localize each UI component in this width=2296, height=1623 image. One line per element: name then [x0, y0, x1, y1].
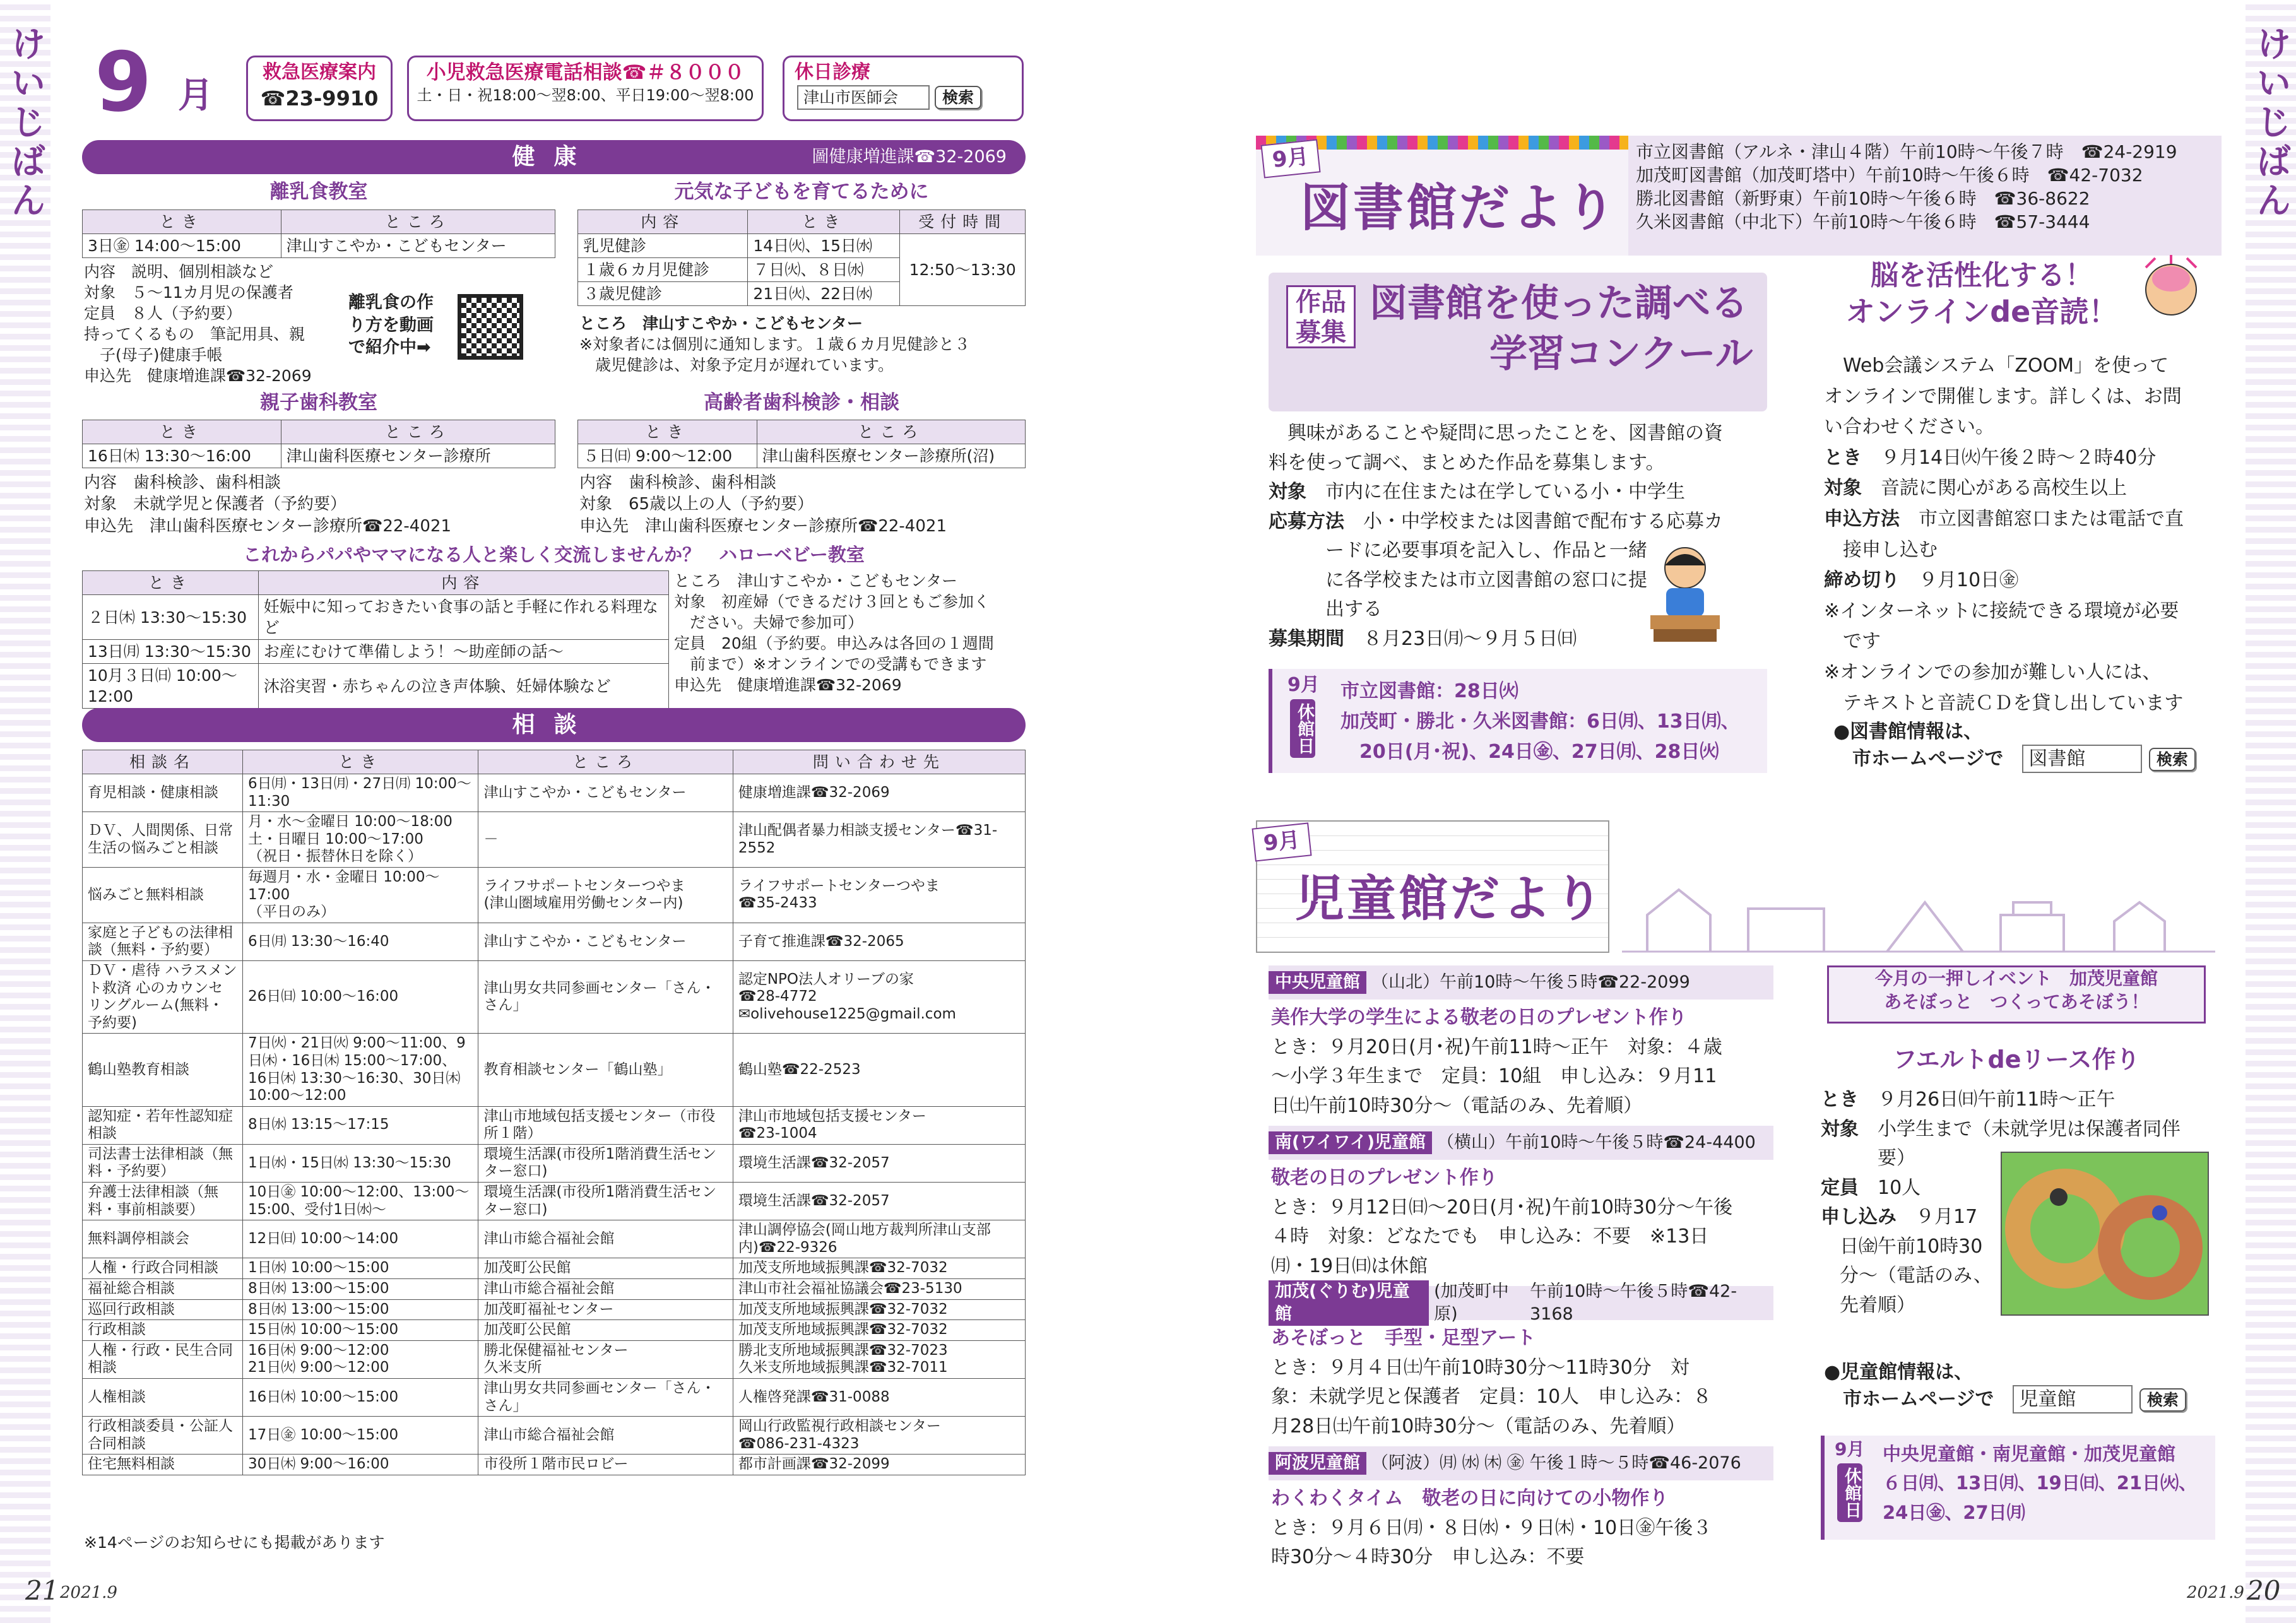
- consult-cell: 津山男女共同参画センター「さん・さん」: [478, 1379, 733, 1417]
- consult-cell: 弁護士法律相談（無料・事前相談要）: [83, 1183, 243, 1220]
- library-branches: 市立図書館（アルネ・津山４階）午前10時～午後７時 ☎24-2919 加茂町図書館（加茂町塔中）午前10時～午後６時 ☎42-7032 勝北図書館（新野東）午前10時～午後６時 ☎36-8622 久米図書館（中北下）午前10時～午後６時 ☎57-3444: [1628, 136, 2222, 256]
- consult-cell: 6日㈪ 13:30～16:40: [242, 923, 478, 960]
- left-page-date: 2021.9: [60, 1583, 117, 1602]
- consult-bar: [82, 708, 1026, 742]
- consult-row: [83, 1183, 1026, 1220]
- consult-cell: 津山男女共同参画センター「さん・さん」: [478, 960, 733, 1033]
- consult-cell: 岡山行政監視行政相談センター ☎086-231-4323: [733, 1417, 1025, 1455]
- student-illustration: [1647, 543, 1723, 644]
- right-page-number: 20: [2247, 1575, 2281, 1606]
- consult-cell: 8日㈬ 13:00～15:00: [242, 1299, 478, 1320]
- right-side-strip: [2246, 0, 2296, 1623]
- consult-cell: 津山市地域包括支援センター ☎23-1004: [733, 1106, 1025, 1144]
- child-emergency-box: [407, 56, 764, 121]
- library-month: 9月: [1260, 139, 1320, 178]
- genki-table: 内容 とき 受付時間 乳児健診 14日㈫、15日㈬ 12:50～13:30 １歳６カ月児健診 ７日㈫、８日㈬ ３歳児健診 21日㈫、22日㈬: [577, 210, 1026, 306]
- wreath-photo: [2001, 1152, 2209, 1316]
- event-title: フエルトdeリース作り: [1893, 1046, 2140, 1073]
- center-bar: 中央児童館 （山北） 午前10時～午後５時☎22-2099: [1269, 965, 1773, 1000]
- consult-cell: 16日㈭ 9:00～12:00 21日㈫ 9:00～12:00: [242, 1340, 478, 1378]
- consult-row: [83, 1144, 1026, 1182]
- consult-row: [83, 1455, 1026, 1475]
- consult-row: [83, 1279, 1026, 1300]
- consult-cell: 加茂町福祉センター: [478, 1299, 733, 1320]
- emergency-title: 救急医療案内: [263, 61, 376, 83]
- child-closed-box: 9月 休館日 中央児童館・南児童館・加茂児童館 ６日㈪、13日㈪、19日㈰、21日㈫、 24日㊎、27日㈪: [1821, 1436, 2215, 1540]
- lib-closed-tag: 休館日: [1290, 699, 1315, 758]
- left-page-number: 21: [25, 1575, 59, 1606]
- consult-cell: 人権・行政・民生合同相談: [83, 1340, 243, 1378]
- child-emergency-hours: 土・日・祝18:00～翌8:00、平日19:00～翌8:00: [417, 86, 754, 104]
- consult-cell: 無料調停相談会: [83, 1220, 243, 1258]
- dental-table: とき ところ 16日㈭ 13:30～16:00 津山歯科医療センター診療所: [82, 420, 555, 468]
- library-search-input[interactable]: 図書館: [2022, 745, 2142, 774]
- qr-code[interactable]: [458, 294, 523, 360]
- consult-cell: 教育相談センター「鶴山塾」: [478, 1034, 733, 1106]
- consult-cell: 勝北保健福祉センター 久米支所: [478, 1340, 733, 1378]
- child-emergency-title: 小児救急医療電話相談☎＃８０００: [426, 61, 745, 84]
- children-header: [1256, 820, 1609, 953]
- consult-cell: 認定NPO法人オリーブの家 ☎28-4772 ✉olivehouse1225@gmail.com: [733, 960, 1025, 1033]
- consult-cell: 8日㈬ 13:00～15:00: [242, 1279, 478, 1300]
- emergency-tel: ☎23-9910: [260, 86, 379, 110]
- consult-cell: 1日㈬ 10:00～15:00: [242, 1258, 478, 1279]
- child-closed-list: 中央児童館・南児童館・加茂児童館 ６日㈪、13日㈪、19日㈰、21日㈫、 24日㊎、27日㈪: [1883, 1443, 2198, 1523]
- consult-cell: 津山市総合福祉会館: [478, 1417, 733, 1455]
- reading-title2: オンラインde音読！: [1845, 295, 2118, 329]
- contest-tag: 作品募集: [1286, 285, 1356, 348]
- consult-row: [83, 1417, 1026, 1455]
- brain-icon: [2139, 255, 2203, 324]
- baby-title: これからパパやママになる人と楽しく交流しませんか？ ハローベビー教室: [243, 544, 865, 565]
- consult-cell: 津山市社会福祉協議会☎23-5130: [733, 1279, 1025, 1300]
- reading-title1: 脳を活性化する！: [1871, 259, 2093, 292]
- consult-row: [83, 1320, 1026, 1341]
- center-bar: 南(ワイワイ)児童館 （横山） 午前10時～午後５時☎24-4400: [1269, 1126, 1773, 1160]
- center-bar: 阿波児童館 （阿波） ㈪ ㈬ ㈭ ㊎ 午後１時～５時☎46-2076: [1269, 1446, 1773, 1480]
- dental-title: 親子歯科教室: [260, 391, 377, 414]
- consult-cell: 津山配偶者暴力相談支援センター☎31-2552: [733, 812, 1025, 868]
- consult-row: [83, 1220, 1026, 1258]
- health-dept: 圖健康増進課☎32-2069: [812, 147, 1007, 167]
- consult-cell: ＤＶ・虐待 ハラスメント救済 心のカウンセリングルーム(無料・予約要): [83, 960, 243, 1033]
- consult-cell: 悩みごと無料相談: [83, 867, 243, 923]
- consult-cell: 17日㊎ 10:00～15:00: [242, 1417, 478, 1455]
- consult-footnote: ※14ページのお知らせにも掲載があります: [84, 1533, 385, 1552]
- elderly-title: 高齢者歯科検診・相談: [704, 391, 899, 414]
- contest-title1: 図書館を使った調べる: [1370, 281, 1748, 326]
- lib-closed-box: 9月 休館日 市立図書館：28日㈫ 加茂町・勝北・久米図書館：6日㈪、13日㈪、 20日(月･祝)、24日㊎、27日㈪、28日㈫: [1269, 669, 1767, 773]
- children-centers: 中央児童館 （山北） 午前10時～午後５時☎22-2099 美作大学の学生による敬老の日のプレゼント作り とき：９月20日(月･祝)午前11時～正午 対象：４歳 ～小学３年生まで 定員：10組 申し込み：９月11 日㈯午前10時30分～（電話のみ、先着順） 南(ワイワイ)児童館 （横山） 午前10時～午後５時☎24-4400 敬老の日のプレゼント作り とき：９月12日㈰～20日(月･祝)午前10時30分～午後 ４時 対象：どなたでも 申し込み：不要 ※13日 ㈪・19日㈰は休館 加茂(ぐりむ)児童館 (加茂町中原) 午前10時～午後５時☎42-3168 あそぼっと 手型・足型アート とき：９月４日㈯午前10時30分～11時30分 対 象：未就学児と保護者 定員：10人 申し込み：８ 月28日㈯午前10時30分～（電話のみ、先着順） 阿波児童館 （阿波） ㈪ ㈬ ㈭ ㊎ 午後１時～５時☎46-2076 わくわくタイム 敬老の日に向けての小物作り とき：９月６日㈪・８日㈬・９日㈭・10日㊎午後３ 時30分～４時30分 申し込み：不要: [1269, 965, 1773, 1573]
- consult-row: [83, 1379, 1026, 1417]
- left-side-strip: [0, 0, 50, 1623]
- month-suffix: 月: [178, 75, 213, 116]
- consult-cell: 津山調停協会(岡山地方裁判所津山支部内)☎22-9326: [733, 1220, 1025, 1258]
- consult-cell: 行政相談: [83, 1320, 243, 1341]
- consult-row: [83, 1258, 1026, 1279]
- children-title: 児童館だより: [1295, 871, 1606, 928]
- consult-cell: 勝北支所地域振興課☎32-7023 久米支所地域振興課☎32-7011: [733, 1340, 1025, 1378]
- consult-cell: 環境生活課(市役所1階消費生活センター窓口): [478, 1183, 733, 1220]
- consult-cell: 健康増進課☎32-2069: [733, 774, 1025, 812]
- consult-cell: 福祉総合相談: [83, 1279, 243, 1300]
- contest-banner: [1269, 273, 1767, 411]
- consult-cell: 認知症・若年性認知症相談: [83, 1106, 243, 1144]
- consult-cell: 津山市地域包括支援センター（市役所１階）: [478, 1106, 733, 1144]
- consult-row: [83, 1340, 1026, 1378]
- consult-cell: 加茂支所地域振興課☎32-7032: [733, 1258, 1025, 1279]
- consult-cell: 1日㈬・15日㈬ 13:30～15:30: [242, 1144, 478, 1182]
- consult-cell: 環境生活課☎32-2057: [733, 1144, 1025, 1182]
- consult-row: [83, 1106, 1026, 1144]
- consult-cell: －: [478, 812, 733, 868]
- consult-row: [83, 1299, 1026, 1320]
- consult-cell: 住宅無料相談: [83, 1455, 243, 1475]
- consult-cell: 16日㈭ 10:00～15:00: [242, 1379, 478, 1417]
- consult-cell: 津山市総合福祉会館: [478, 1220, 733, 1258]
- consult-cell: 市役所１階市民ロビー: [478, 1455, 733, 1475]
- consult-cell: 環境生活課(市役所1階消費生活センター窓口): [478, 1144, 733, 1182]
- genki-title: 元気な子どもを育てるために: [674, 180, 929, 203]
- consult-cell: 津山すこやか・こどもセンター: [478, 923, 733, 960]
- consult-cell: 司法書士法律相談（無料・予約要）: [83, 1144, 243, 1182]
- consult-cell: 毎週月・水・金曜日 10:00～17:00 （平日のみ）: [242, 867, 478, 923]
- rishoku-video-text: 離乳食の作 り方を動画 で紹介中➡: [348, 293, 434, 358]
- center-bar: 加茂(ぐりむ)児童館 (加茂町中原) 午前10時～午後５時☎42-3168: [1269, 1286, 1773, 1320]
- child-closed-tag: 休館日: [1837, 1463, 1862, 1522]
- consult-cell: 10日㊎ 10:00～12:00、13:00～15:00、受付1日㈬～: [242, 1183, 478, 1220]
- consult-table: 相談名 とき ところ 問い合わせ先 育児相談・健康相談 6日㈪・13日㈪・27日㈪ 10:00～11:30 津山すこやか・こどもセンター 健康増進課☎32-2069 ＤＶ、人間関係、日常生活の悩みごと相談 月・水～金曜日 10:00～18:00 土・日曜日 10:00～17:00 （祝日・振替休日を除く） － 津山配偶者暴力相談支援センター☎31-2552 悩みごと無料相談 毎週月・水・金曜日 10:00～17:00 （平日のみ） ライフサポートセンターつやま (津山圏域雇用労働センター内) ライフサポートセンターつやま ☎35-2433 家庭と子どもの法律相談（無料・予約要） 6日㈪ 13:30～16:40 津山すこやか・こどもセンター 子育て推進課☎32-2065 ＤＶ・虐待 ハラスメント救済 心のカウンセリングルーム(無料・予約要) 26日㈰ 10:00～16:00 津山男女共同参画センター「さん・さん」 認定NPO法人オリーブの家 ☎28-4772 ✉olivehouse1225@gmail.com 鶴山塾教育相談 7日㈫・21日㈫ 9:00～11:00、9日㈭・16日㈭ 15:00～17:00、16日㈭ 13:30～16:30、30日㈭ 10:00～12:00 教育相談センター「鶴山塾」 鶴山塾☎22-2523 認知症・若年性認知症相談 8日㈬ 13:15～17:15 津山市地域包括支援センター（市役所１階） 津山市地域包括支援センター ☎23-1004 司法書士法律相談（無料・予約要） 1日㈬・15日㈬ 13:30～15:30 環境生活課(市役所1階消費生活センター窓口) 環境生活課☎32-2057 弁護士法律相談（無料・事前相談要） 10日㊎ 10:00～12:00、13:00～15:00、受付1日㈬～ 環境生活課(市役所1階消費生活センター窓口) 環境生活課☎32-2057 無料調停相談会 12日㈰ 10:00～14:00 津山市総合福祉会館 津山調停協会(岡山地方裁判所津山支部内)☎22-9326 人権・行政合同相談 1日㈬ 10:00～15:00 加茂町公民館 加茂支所地域振興課☎32-7032 福祉総合相談 8日㈬ 13:00～15:00 津山市総合福祉会館 津山市社会福祉協議会☎23-5130 巡回行政相談 8日㈬ 13:00～15:00 加茂町福祉センター 加茂支所地域振興課☎32-7032 行政相談 15日㈬ 10:00～15:00 加茂町公民館 加茂支所地域振興課☎32-7032 人権・行政・民生合同相談 16日㈭ 9:00～12:00 21日㈫ 9:00～12:00 勝北保健福祉センター 久米支所 勝北支所地域振興課☎32-7023 久米支所地域振興課☎32-7011 人権相談 16日㈭ 10:00～15:00 津山男女共同参画センター「さん・さん」 人権啓発課☎31-0088 行政相談委員・公証人合同相談 17日㊎ 10:00～15:00 津山市総合福祉会館 岡山行政監視行政相談センター ☎086-231-4323 住宅無料相談 30日㈭ 9:00～16:00 市役所１階市民ロビー 都市計画課☎32-2099: [82, 750, 1026, 1475]
- baby-table: とき 内容 ２日㈭ 13:30～15:30 妊娠中に知っておきたい食事の話と手軽に作れる料理など 13日㈪ 13:30～15:30 お産にむけて準備しよう！～助産師の話～ 10月３日㈰ 10:00～12:00 沐浴実習・赤ちゃんの泣き声体験、妊婦体験など: [82, 570, 669, 709]
- consult-cell: ライフサポートセンターつやま (津山圏域雇用労働センター内): [478, 867, 733, 923]
- holiday-box: [783, 56, 1024, 121]
- consult-cell: 行政相談委員・公証人合同相談: [83, 1417, 243, 1455]
- consult-cell: ＤＶ、人間関係、日常生活の悩みごと相談: [83, 812, 243, 868]
- emergency-box: [246, 56, 393, 121]
- consult-row: [83, 867, 1026, 923]
- consult-cell: ライフサポートセンターつやま ☎35-2433: [733, 867, 1025, 923]
- rishoku-title: 離乳食教室: [269, 180, 368, 203]
- children-search-input[interactable]: 児童館: [2013, 1385, 2133, 1414]
- consult-cell: 子育て推進課☎32-2065: [733, 923, 1025, 960]
- consult-row: [83, 812, 1026, 868]
- consult-cell: 鶴山塾教育相談: [83, 1034, 243, 1106]
- rishoku-details: 内容 説明、個別相談など 対象 ５～11カ月児の保護者 定員 ８人（予約要） 持ってくるもの 筆記用具、親 子(母子)健康手帳 申込先 健康増進課☎32-2069: [84, 263, 312, 385]
- consult-cell: 津山すこやか・こどもセンター: [478, 774, 733, 812]
- elderly-details: 内容 歯科検診、歯科相談 対象 65歳以上の人（予約要） 申込先 津山歯科医療センター診療所☎22-4021: [579, 473, 947, 536]
- contest-body: 興味があることや疑問に思ったことを、図書館の資 料を使って調べ、まとめた作品を募集します。 対象 市内に在住または在学している小・中学生 応募方法 小・中学校または図書館で配布する応募カ ードに必要事項を記入し、作品と一緒 に各学校または市立図書館の窓口に提 出する 募集期間 ８月23日㈪～９月５日㈰: [1269, 422, 1723, 650]
- event-banner: 今月の一押しイベント 加茂児童館 あそぼっと つくってあそぼう！: [1827, 965, 2206, 1024]
- baby-details: ところ 津山すこやか・こどもセンター 対象 初産婦（できるだけ３回ともご参加く ださい。夫婦で参加可） 定員 20組（予約要。申込みは各回の１週間 前まで）※オンラインでの受講もできます 申込先 健康増進課☎32-2069: [674, 572, 994, 694]
- consult-cell: 15日㈬ 10:00～15:00: [242, 1320, 478, 1341]
- children-month: 9月: [1252, 822, 1311, 861]
- consult-cell: 月・水～金曜日 10:00～18:00 土・日曜日 10:00～17:00 （祝日・振替休日を除く）: [242, 812, 478, 868]
- holiday-search-input[interactable]: 津山市医師会: [797, 85, 930, 110]
- library-search-button[interactable]: 検索: [2149, 748, 2196, 771]
- consult-row: [83, 774, 1026, 812]
- children-web-info: ●児童館情報は、 市ホームページで 児童館 検索: [1824, 1360, 2186, 1413]
- rishoku-table: とき ところ 3日㊎ 14:00～15:00 津山すこやか・こどもセンター: [82, 210, 555, 258]
- lib-web-info: ●図書館情報は、 市ホームページで 図書館 検索: [1833, 719, 2196, 773]
- consult-cell: 7日㈫・21日㈫ 9:00～11:00、9日㈭・16日㈭ 15:00～17:00、16日㈭ 13:30～16:30、30日㈭ 10:00～12:00: [242, 1034, 478, 1106]
- reading-body: Web会議システム「ZOOM」を使って オンラインで開催します。詳しくは、お問 い合わせください。 とき ９月14日㈫午後２時～２時40分 対象 音読に関心がある高校生以上 申込方法 市立図書館窓口または電話で直 接申し込む 締め切り ９月10日㊎ ※インターネットに接続できる環境が必要 です ※オンラインでの参加が難しい人には、 テキストと音読ＣＤを貸し出しています: [1824, 355, 2184, 714]
- consult-cell: 加茂町公民館: [478, 1258, 733, 1279]
- month-number: 9: [95, 34, 152, 130]
- library-title: 図書館だより: [1300, 179, 1618, 237]
- consult-cell: 6日㈪・13日㈪・27日㈪ 10:00～11:30: [242, 774, 478, 812]
- event-details: とき ９月26日㈰午前11時～正午 対象 小学生まで（未就学児は保護者同伴 要） 定員 10人 申し込み ９月17 日㈮午前10時30 分～（電話のみ、 先着順）: [1821, 1089, 2181, 1316]
- consult-cell: 津山市総合福祉会館: [478, 1279, 733, 1300]
- town-illustration: [1622, 877, 2215, 953]
- health-title: 健康: [512, 144, 596, 170]
- right-side-label: けいじばん: [2250, 25, 2292, 221]
- consult-cell: 12日㈰ 10:00～14:00: [242, 1220, 478, 1258]
- consult-cell: 鶴山塾☎22-2523: [733, 1034, 1025, 1106]
- right-page-date: 2021.9: [2187, 1583, 2244, 1602]
- genki-notes: ところ 津山すこやか・こどもセンター ※対象者には個別に通知します。１歳６カ月児健診と３ 歳児健診は、対象予定月が遅れています。: [579, 314, 970, 374]
- elderly-table: とき ところ ５日㈰ 9:00～12:00 津山歯科医療センター診療所(沼): [577, 420, 1026, 468]
- consult-cell: 環境生活課☎32-2057: [733, 1183, 1025, 1220]
- holiday-title: 休日診療: [795, 61, 870, 83]
- consult-cell: 巡回行政相談: [83, 1299, 243, 1320]
- health-bar: [82, 140, 1026, 174]
- consult-row: [83, 960, 1026, 1033]
- contest-title2: 学習コンクール: [1489, 332, 1753, 376]
- consult-cell: 30日㈭ 9:00～16:00: [242, 1455, 478, 1475]
- children-search-button[interactable]: 検索: [2139, 1388, 2186, 1412]
- consult-cell: 人権相談: [83, 1379, 243, 1417]
- consult-cell: 加茂町公民館: [478, 1320, 733, 1341]
- consult-row: [83, 923, 1026, 960]
- consult-cell: 26日㈰ 10:00～16:00: [242, 960, 478, 1033]
- library-header: [1256, 136, 1628, 256]
- consult-title: 相談: [512, 712, 596, 738]
- consult-row: [83, 1034, 1026, 1106]
- consult-cell: 加茂支所地域振興課☎32-7032: [733, 1320, 1025, 1341]
- dental-details: 内容 歯科検診、歯科相談 対象 未就学児と保護者（予約要） 申込先 津山歯科医療センター診療所☎22-4021: [84, 473, 451, 536]
- lib-closed-list: 市立図書館：28日㈫ 加茂町・勝北・久米図書館：6日㈪、13日㈪、 20日(月･祝)、24日㊎、27日㈪、28日㈫: [1340, 680, 1740, 763]
- holiday-search-button[interactable]: 検索: [935, 86, 981, 109]
- left-side-label: けいじばん: [4, 25, 46, 221]
- consult-cell: 人権啓発課☎31-0088: [733, 1379, 1025, 1417]
- consult-cell: 加茂支所地域振興課☎32-7032: [733, 1299, 1025, 1320]
- consult-cell: 都市計画課☎32-2099: [733, 1455, 1025, 1475]
- consult-cell: 育児相談・健康相談: [83, 774, 243, 812]
- consult-cell: 8日㈬ 13:15～17:15: [242, 1106, 478, 1144]
- consult-cell: 家庭と子どもの法律相談（無料・予約要）: [83, 923, 243, 960]
- consult-cell: 人権・行政合同相談: [83, 1258, 243, 1279]
